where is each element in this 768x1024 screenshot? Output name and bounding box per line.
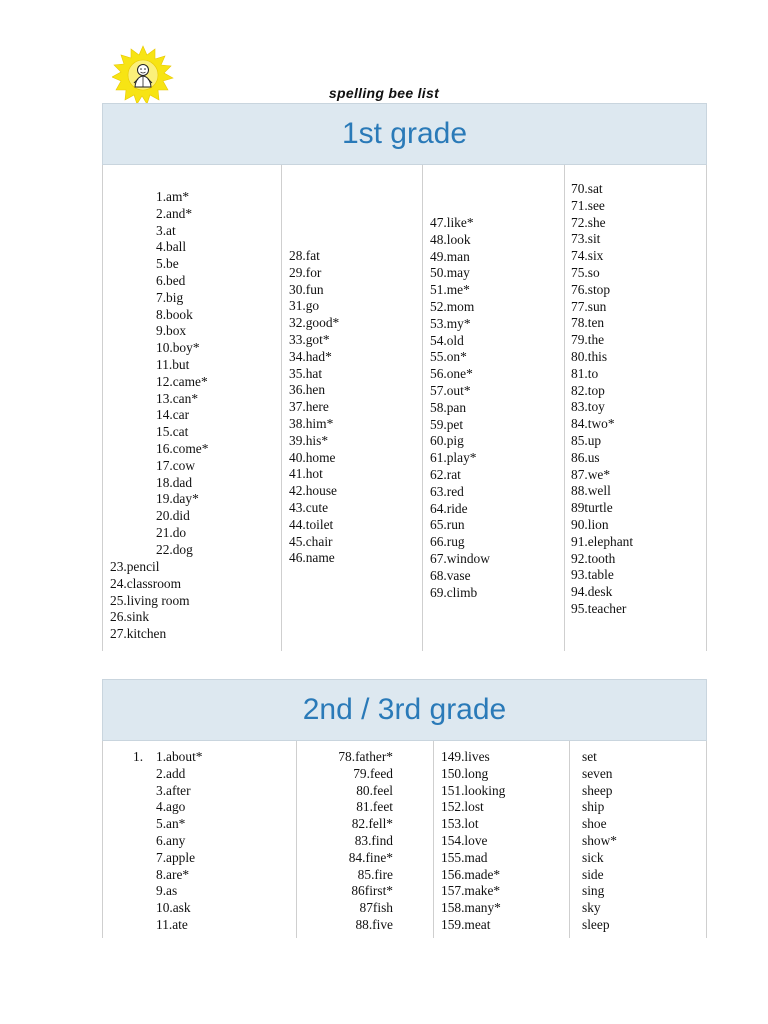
word-item: 10.ask [156,900,191,916]
word-item: 3.after [156,782,191,798]
word-item: 3.at [156,222,176,238]
word-item: 2.and* [156,205,193,221]
word-item: 60.pig [430,433,464,449]
word-item: 66.rug [430,534,465,550]
word-item: 86.us [571,449,600,465]
word-item: 7.apple [156,849,196,865]
word-item: 12.came* [156,373,208,389]
word-item: 19.day* [156,491,199,507]
word-item: 80.this [571,348,608,364]
word-item: 37.here [289,399,329,415]
word-item: 55.on* [430,349,467,365]
word-item: 39.his* [289,432,329,448]
word-item: 151.looking [441,782,506,798]
word-item: 42.house [289,483,337,499]
word-item: 33.got* [289,331,330,347]
word-list [430,215,490,601]
grade-1-word-table [102,165,707,651]
word-item: 88.five [355,916,393,932]
word-item: 150.long [441,765,489,781]
word-item: 85.up [571,432,602,448]
word-item: 8.book [156,306,193,322]
word-item: 83.find [354,832,393,848]
word-item: 90.lion [571,516,609,532]
word-item: 61.play* [430,450,477,466]
word-list [156,189,208,559]
list-number-prefix: 1. [133,749,144,764]
word-item: 24.classroom [110,575,182,591]
grade-2-3-header: 2nd / 3rd grade [102,679,707,741]
word-item: set [582,749,597,764]
word-item: 74.six [571,248,604,264]
word-item: show* [582,832,617,848]
word-item: 44.toilet [289,516,334,532]
word-item: 5.an* [156,816,186,832]
word-item: 71.see [571,197,605,213]
word-item: 58.pan [430,399,467,415]
word-item: sick [582,849,604,865]
word-item: 26.sink [110,609,150,625]
grade-2-3-column-4 [570,741,707,938]
word-list [582,749,617,934]
word-item: 93.table [571,567,614,583]
word-item: 30.fun [289,281,324,297]
word-item: 87.we* [571,466,611,482]
word-item: 69.climb [430,584,478,600]
word-item: 157.make* [441,883,501,899]
word-item: 1.about* [156,749,203,764]
grade-1-column-2 [282,165,423,651]
word-list [289,248,339,567]
word-item: 67.window [430,550,490,566]
word-list [571,181,633,618]
word-item: 72.she [571,214,606,230]
word-item: 51.me* [430,282,470,298]
word-item: 40.home [289,449,336,465]
word-item: 2.add [156,765,186,781]
word-item: sheep [582,782,613,798]
word-item: 77.sun [571,298,607,314]
word-item: 4.ago [156,799,186,815]
word-item: 149.lives [441,749,490,764]
word-item: sky [582,900,601,916]
word-item: 8.are* [156,866,190,882]
word-list [338,749,393,934]
word-item: 153.lot [441,816,479,832]
word-item: 50.may [430,265,470,281]
grade-1-column-4 [565,165,707,651]
word-item: side [582,866,604,882]
word-item: 46.name [289,550,335,566]
word-item: 34.had* [289,348,332,364]
word-item: 5.be [156,256,179,272]
word-item: 11.but [156,356,190,372]
word-item: 13.can* [156,390,199,406]
word-item: 56.one* [430,366,473,382]
word-item: 84.two* [571,416,615,432]
word-item: 21.do [156,524,187,540]
word-item: sing [582,883,605,899]
word-item: 70.sat [571,181,603,196]
word-item: 64.ride [430,500,468,516]
word-item: 89turtle [571,500,613,516]
word-item: 83.toy [571,399,605,415]
word-item: 156.made* [441,866,501,882]
grade-2-3-word-table [102,741,707,938]
grade-2-3-column-3 [434,741,570,938]
word-item: 20.did [156,508,190,524]
word-item: 9.box [156,323,187,339]
grade-2-3-column-1 [102,741,297,938]
document-title: spelling bee list [328,85,440,101]
word-item: 4.ball [156,239,187,255]
word-item: 81.to [571,365,599,381]
word-item: 92.tooth [571,550,616,566]
word-item: 31.go [289,298,320,314]
word-item: 1.am* [156,189,190,204]
word-item: 87fish [359,900,393,916]
word-item: 73.sit [571,231,601,247]
word-item: 62.rat [430,466,461,482]
word-item: 95.teacher [571,600,627,616]
word-item: 57.out* [430,382,471,398]
word-item: 82.top [571,382,605,398]
word-item: 68.vase [430,567,471,583]
word-item: 14.car [156,407,190,423]
word-item: 155.mad [441,849,488,865]
word-item: 16.come* [156,440,209,456]
word-item: 11.ate [156,916,188,932]
word-item: 65.run [430,517,465,533]
word-item: 78.father* [338,749,393,764]
word-item: 7.big [156,289,184,305]
word-item: 17.cow [156,457,196,473]
word-item: 79.the [571,332,605,348]
word-item: 36.hen [289,382,326,398]
word-item: 18.dad [156,474,193,490]
word-item: 25.living room [110,592,190,608]
word-item: 48.look [430,231,471,247]
word-item: 91.elephant [571,533,634,549]
word-item: 28.fat [289,248,320,263]
word-item: 84.fine* [348,849,393,865]
word-item: 59.pet [430,416,464,432]
word-item: 54.old [430,332,464,348]
word-item: 159.meat [441,916,491,932]
grade-1-header: 1st grade [102,103,707,165]
word-item: 22.dog [156,541,193,557]
word-item: 38.him* [289,415,334,431]
word-item: ship [582,799,605,815]
word-item: 88.well [571,483,611,499]
grade-1-column-1 [102,165,282,651]
word-item: 27.kitchen [110,626,167,642]
word-item: 6.any [156,832,186,848]
grade-1-column-3 [423,165,565,651]
word-item: 152.lost [441,799,484,815]
word-item: 10.boy* [156,340,200,356]
word-item: 41.hot [289,466,323,482]
word-item: 85.fire [357,866,393,882]
word-item: 29.for [289,264,322,280]
word-item: 76.stop [571,281,611,297]
word-item: 154.love [441,832,488,848]
word-item: 15.cat [156,424,189,440]
word-item: 86first* [351,883,393,899]
word-item: 63.red [430,483,464,499]
word-item: sleep [582,916,610,932]
word-item: 79.feed [353,765,393,781]
word-item: 78.ten [571,315,605,331]
word-item: 47.like* [430,215,474,230]
word-item: 43.cute [289,499,329,515]
word-item: seven [582,765,613,781]
word-list [441,749,505,934]
word-item: 45.chair [289,533,333,549]
word-item: 158.many* [441,900,501,916]
word-item: 81.feet [356,799,393,815]
word-item: 82.fell* [351,816,393,832]
word-item: 9.as [156,883,178,899]
word-item: 80.feel [356,782,393,798]
word-item: shoe [582,816,607,832]
word-item: 75.so [571,264,600,280]
grade-2-3-column-2 [297,741,434,938]
word-item: 53.my* [430,315,471,331]
word-item: 23.pencil [110,559,160,574]
word-item: 35.hat [289,365,323,381]
word-item: 49.man [430,248,470,264]
word-list [110,559,190,643]
word-item: 52.mom [430,298,475,314]
word-item: 94.desk [571,584,613,600]
word-list [156,749,203,934]
word-item: 32.good* [289,315,340,331]
word-item: 6.bed [156,272,186,288]
